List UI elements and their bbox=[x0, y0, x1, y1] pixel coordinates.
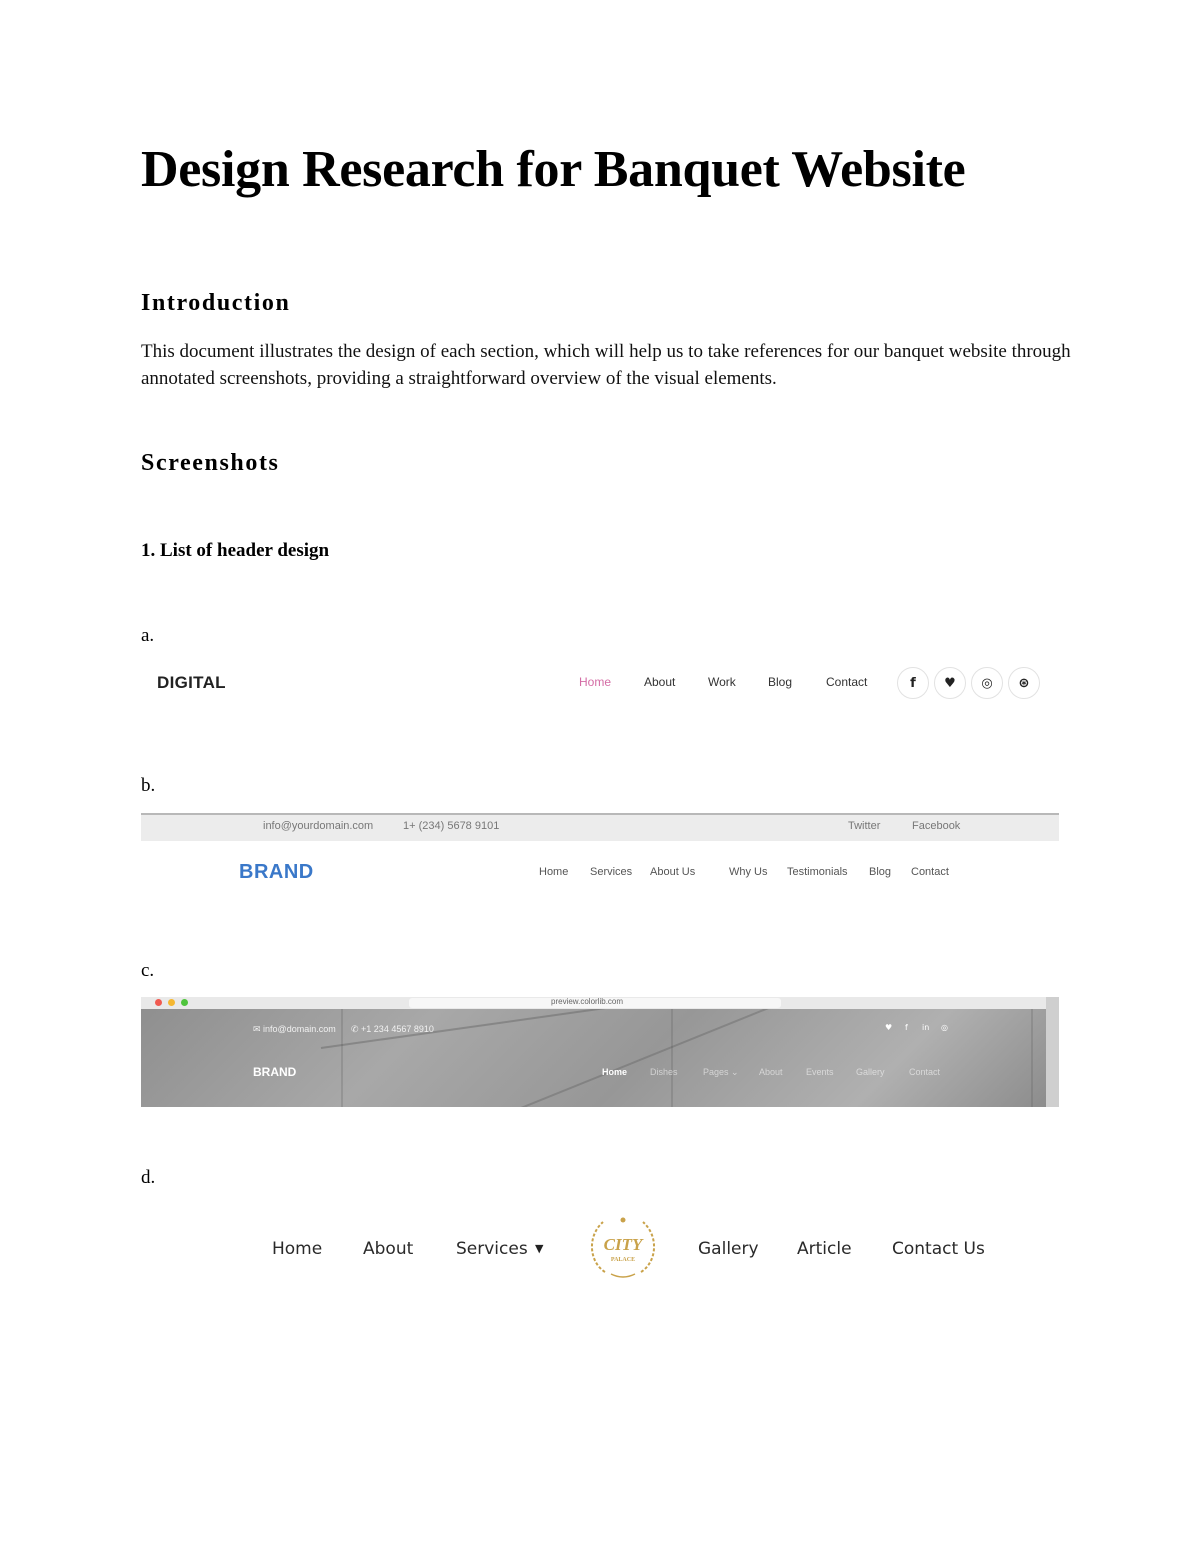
header-b-nav-testimonials[interactable]: Testimonials bbox=[787, 866, 848, 878]
header-c-nav-about[interactable]: About bbox=[759, 1067, 783, 1077]
label-a: a. bbox=[141, 625, 155, 646]
wall-texture bbox=[671, 1009, 673, 1107]
header-c-nav-dishes[interactable]: Dishes bbox=[650, 1067, 678, 1077]
header-c-nav-home[interactable]: Home bbox=[602, 1067, 628, 1077]
header-screenshot-a bbox=[141, 658, 1059, 710]
city-palace-logo-subtext: PALACE bbox=[610, 1257, 636, 1263]
header-a-nav-blog[interactable]: Blog bbox=[768, 675, 793, 689]
scrollbar[interactable] bbox=[1046, 997, 1059, 1107]
header-b-nav-blog[interactable]: Blog bbox=[869, 866, 892, 878]
header-b-nav-why-us[interactable]: Why Us bbox=[729, 866, 768, 878]
wall-texture bbox=[521, 997, 985, 1107]
header-a-nav-home[interactable]: Home bbox=[579, 675, 612, 689]
city-palace-logo-text: CITY bbox=[603, 1235, 643, 1254]
label-c: c. bbox=[141, 960, 155, 981]
wall-texture bbox=[1031, 1009, 1033, 1107]
screenshots-heading: Screenshots bbox=[141, 450, 280, 476]
header-d-nav-contact-us[interactable]: Contact Us bbox=[892, 1239, 985, 1259]
facebook-icon[interactable]: f bbox=[897, 667, 929, 699]
header-d-nav-about[interactable]: About bbox=[363, 1239, 414, 1259]
header-screenshot-c bbox=[141, 997, 1059, 1107]
linkedin-icon[interactable]: in bbox=[922, 1023, 930, 1032]
twitter-icon[interactable]: ♥ bbox=[885, 1023, 893, 1032]
header-b-facebook-link[interactable]: Facebook bbox=[912, 820, 961, 832]
header-a-nav-contact[interactable]: Contact bbox=[826, 675, 868, 689]
instagram-icon[interactable]: ◎ bbox=[971, 667, 1003, 699]
header-b-nav-contact[interactable]: Contact bbox=[911, 866, 949, 878]
facebook-icon[interactable]: f bbox=[905, 1023, 908, 1032]
header-c-nav-contact[interactable]: Contact bbox=[909, 1067, 941, 1077]
intro-paragraph: This document illustrates the design of each section, which will help us to take references for our banquet website through annotated screenshots, providing a straightforward overview of the visual elements. bbox=[141, 341, 1071, 389]
header-a-nav-work[interactable]: Work bbox=[708, 675, 736, 689]
header-c-email[interactable]: ✉ info@domain.com bbox=[253, 1024, 336, 1034]
header-b-nav-services[interactable]: Services bbox=[590, 866, 633, 878]
close-window-icon[interactable] bbox=[155, 999, 162, 1006]
header-b-twitter-link[interactable]: Twitter bbox=[848, 820, 881, 832]
header-a-nav-about[interactable]: About bbox=[644, 675, 676, 689]
header-screenshot-b bbox=[141, 813, 1059, 897]
intro-heading: Introduction bbox=[141, 290, 291, 316]
header-a-logo[interactable]: DIGITAL bbox=[157, 673, 226, 692]
header-b-brand[interactable]: BRAND bbox=[239, 861, 314, 883]
dribbble-icon[interactable]: ⊛ bbox=[1008, 667, 1040, 699]
header-b-email[interactable]: info@yourdomain.com bbox=[263, 820, 374, 832]
header-d-nav-home[interactable]: Home bbox=[272, 1239, 323, 1259]
maximize-window-icon[interactable] bbox=[181, 999, 188, 1006]
address-bar-url: preview.colorlib.com bbox=[551, 997, 624, 1006]
header-b-nav-about-us[interactable]: About Us bbox=[650, 866, 696, 878]
header-d-nav-gallery[interactable]: Gallery bbox=[698, 1239, 759, 1259]
minimize-window-icon[interactable] bbox=[168, 999, 175, 1006]
header-d-nav-article[interactable]: Article bbox=[797, 1239, 852, 1259]
instagram-icon[interactable]: ◎ bbox=[941, 1023, 948, 1032]
twitter-icon[interactable]: ♥ bbox=[934, 667, 966, 699]
header-b-nav-home[interactable]: Home bbox=[539, 866, 569, 878]
city-palace-logo[interactable] bbox=[583, 1214, 663, 1280]
header-d-nav-services[interactable]: Services bbox=[456, 1239, 528, 1259]
header-screenshot-d bbox=[141, 1210, 1059, 1290]
label-d: d. bbox=[141, 1167, 156, 1188]
header-c-nav-events[interactable]: Events bbox=[806, 1067, 834, 1077]
header-c-nav-pages[interactable]: Pages ⌄ bbox=[703, 1067, 739, 1077]
wall-texture bbox=[341, 1009, 343, 1107]
label-b: b. bbox=[141, 775, 156, 796]
header-b-phone[interactable]: 1+ (234) 5678 9101 bbox=[403, 820, 500, 832]
header-c-brand[interactable]: BRAND bbox=[253, 1065, 297, 1079]
chevron-down-icon[interactable]: ▼ bbox=[535, 1242, 544, 1255]
header-c-phone[interactable]: ✆ +1 234 4567 8910 bbox=[351, 1024, 434, 1034]
list-heading: 1. List of header design bbox=[141, 540, 330, 561]
header-c-nav-gallery[interactable]: Gallery bbox=[856, 1067, 885, 1077]
document-title: Design Research for Banquet Website bbox=[141, 141, 966, 198]
